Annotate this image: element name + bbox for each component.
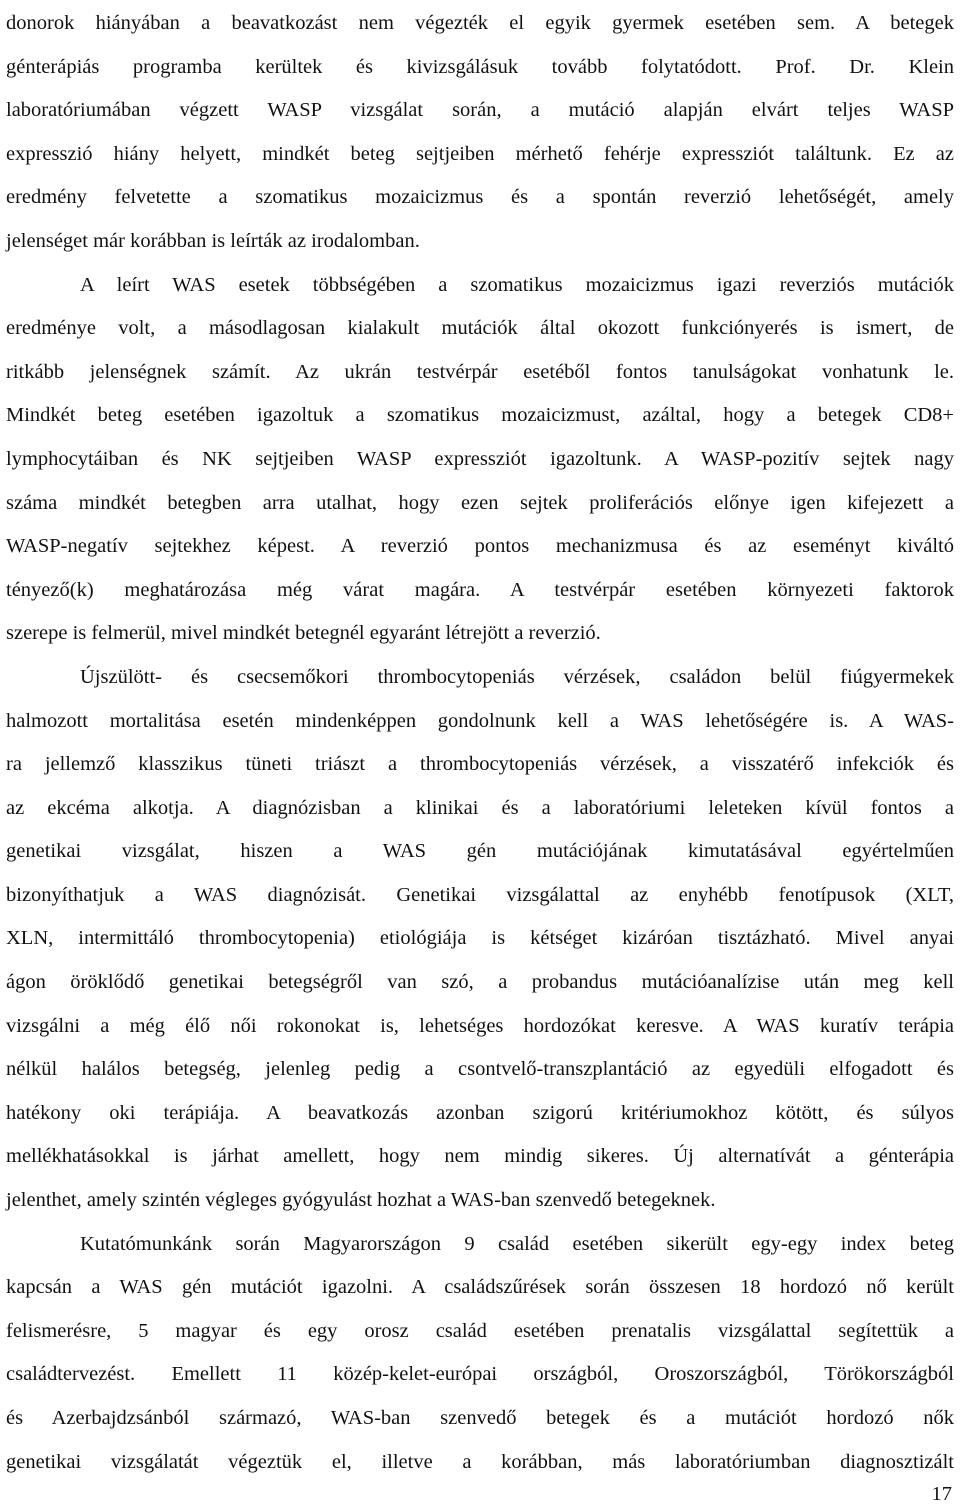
text-line: ritkább jelenségnek számít. Az ukrán testvérpár esetéből fontos tanulságokat vonhatunk le. — [6, 360, 954, 383]
text-line: lymphocytáiban és NK sejtjeiben WASP expressziót igazoltunk. A WASP-pozitív sejtek nagy — [6, 447, 954, 470]
paragraph — [6, 656, 954, 1223]
text-line: Mindkét beteg esetében igazoltuk a szomatikus mozaicizmust, azáltal, hogy a betegek CD8+ — [6, 404, 954, 427]
text-line: nélkül halálos betegség, jelenleg pedig a csontvelő-transzplantáció az egyedüli elfogadott és — [6, 1058, 954, 1081]
document-body — [6, 2, 954, 1484]
text-line: eredménye volt, a másodlagosan kialakult mutációk által okozott funkciónyerés is ismert, de — [6, 317, 954, 340]
text-line: száma mindkét betegben arra utalhat, hogy ezen sejtek proliferációs előnye igen kifejezett a — [6, 491, 954, 514]
text-line: XLN, intermittáló thrombocytopenia) etiológiája is kétséget kizáróan tisztázható. Mivel anyai — [6, 927, 954, 950]
text-line: ágon öröklődő genetikai betegségről van szó, a probandus mutációanalízise után meg kell — [6, 971, 954, 994]
text-line: donorok hiányában a beavatkozást nem végezték el egyik gyermek esetében sem. A betegek — [6, 12, 954, 34]
text-line: WASP-negatív sejtekhez képest. A reverzió pontos mechanizmusa és az eseményt kiváltó — [6, 535, 954, 558]
text-line: génterápiás programba kerültek és kivizsgálásuk tovább folytatódott. Prof. Dr. Klein — [6, 55, 954, 78]
text-line: genetikai vizsgálatát végeztük el, illetve a korábban, más laboratóriumban diagnosztizált — [6, 1450, 954, 1473]
text-line: eredmény felvetette a szomatikus mozaicizmus és a spontán reverzió lehetőségét, amely — [6, 186, 954, 209]
text-line: bizonyíthatjuk a WAS diagnózisát. Genetikai vizsgálattal az enyhébb fenotípusok (XLT, — [6, 883, 954, 906]
page-number: 17 — [931, 1483, 952, 1505]
text-line: expresszió hiány helyett, mindkét beteg sejtjeiben mérhető fehérje expressziót találtunk. Ez az — [6, 142, 954, 165]
text-line: felismerésre, 5 magyar és egy orosz család esetében prenatalis vizsgálattal segítettük a — [6, 1319, 954, 1342]
text-line: vizsgálni a még élő női rokonokat is, lehetséges hordozókat keresve. A WAS kuratív terápia — [6, 1014, 954, 1037]
text-line: ra jellemző klasszikus tüneti triászt a thrombocytopeniás vérzések, a visszatérő infekciók és — [6, 753, 954, 776]
paragraph — [6, 2, 954, 264]
text-line: tényező(k) meghatározása még várat magára. A testvérpár esetében környezeti faktorok — [6, 578, 954, 601]
text-line: laboratóriumában végzett WASP vizsgálat során, a mutáció alapján elvárt teljes WASP — [6, 99, 954, 122]
text-line: Újszülött- és csecsemőkori thrombocytopeniás vérzések, családon belül fiúgyermekek — [80, 665, 954, 688]
text-line: mellékhatásokkal is járhat amellett, hogy nem mindig sikeres. Új alternatívát a génterápia — [6, 1145, 954, 1168]
paragraph — [6, 1223, 954, 1485]
text-line: jelenthet, amely szintén végleges gyógyulást hozhat a WAS-ban szenvedő betegeknek. — [6, 1189, 716, 1212]
paragraph — [6, 264, 954, 656]
text-line: az ekcéma alkotja. A diagnózisban a klinikai és a laboratóriumi leleteken kívül fontos a — [6, 796, 954, 819]
text-line: A leírt WAS esetek többségében a szomatikus mozaicizmus igazi reverziós mutációk — [80, 273, 954, 296]
text-line: kapcsán a WAS gén mutációt igazolni. A családszűrések során összesen 18 hordozó nő került — [6, 1276, 954, 1299]
text-line: családtervezést. Emellett 11 közép-kelet-európai országból, Oroszországból, Törökországból — [6, 1363, 954, 1386]
text-line: Kutatómunkánk során Magyarországon 9 család esetében sikerült egy-egy index beteg — [80, 1232, 954, 1255]
text-line: halmozott mortalitása esetén mindenképpen gondolnunk kell a WAS lehetőségére is. A WAS- — [6, 709, 954, 732]
text-line: genetikai vizsgálat, hiszen a WAS gén mutációjának kimutatásával egyértelműen — [6, 840, 954, 863]
text-line: jelenséget már korábban is leírták az irodalomban. — [6, 229, 420, 252]
text-line: szerepe is felmerül, mivel mindkét betegnél egyaránt létrejött a reverzió. — [6, 622, 601, 645]
text-line: és Azerbajdzsánból származó, WAS-ban szenvedő betegek és a mutációt hordozó nők — [6, 1407, 954, 1429]
text-line: hatékony oki terápiája. A beavatkozás azonban szigorú kritériumokhoz kötött, és súlyos — [6, 1101, 954, 1124]
